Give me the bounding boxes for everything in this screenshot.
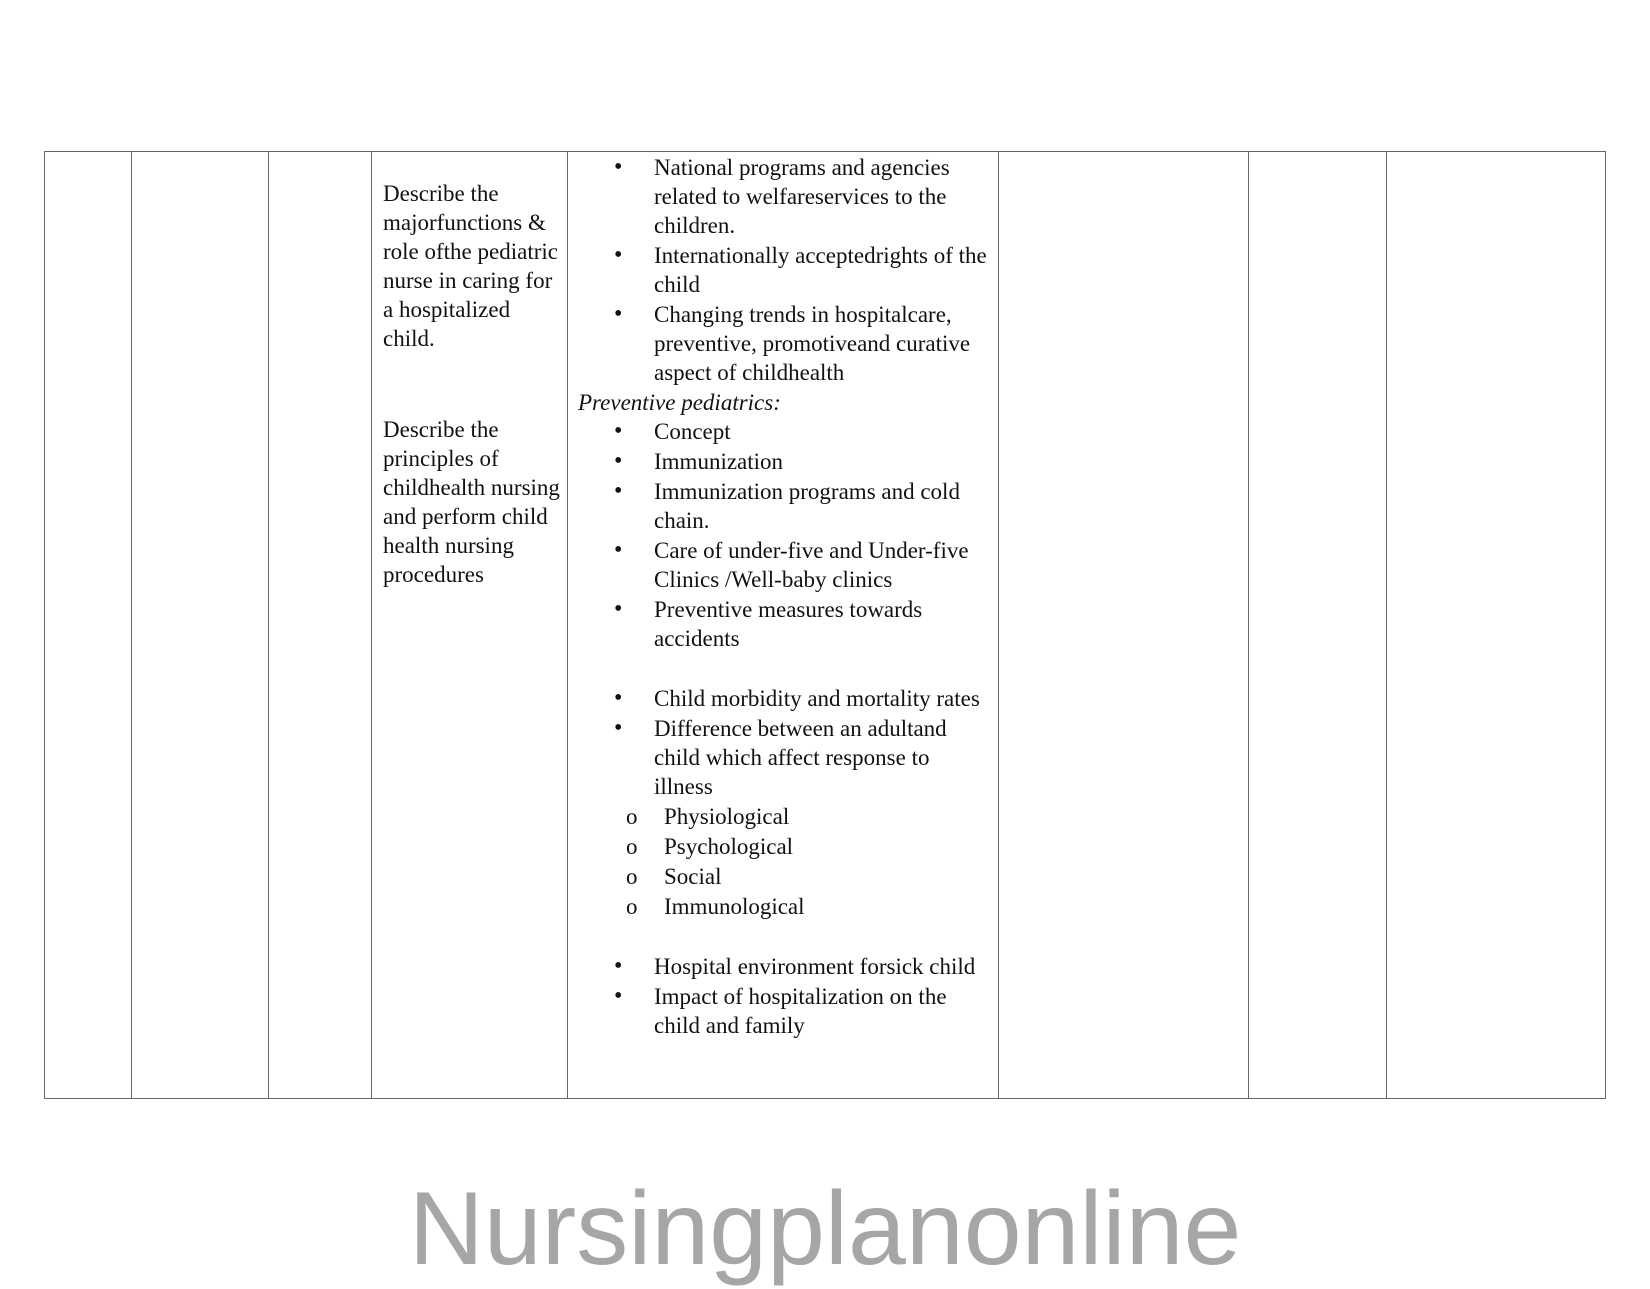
column-divider bbox=[268, 152, 269, 1098]
list-item: • Changing trends in hospitalcare, preventive, promotiveand curative aspect of childhealth bbox=[576, 300, 988, 387]
content-cell bbox=[576, 153, 988, 1041]
objective: Describe the principles of childhealth nursing and perform child health nursing procedures bbox=[383, 417, 560, 587]
column-divider bbox=[371, 152, 372, 1098]
list-item: • Immunization programs and cold chain. bbox=[576, 477, 988, 535]
column-divider bbox=[1248, 152, 1249, 1098]
column-divider bbox=[567, 152, 568, 1098]
list-item: • Impact of hospitalization on the child and family bbox=[576, 982, 988, 1040]
list-item: • Preventive measures towards accidents bbox=[576, 595, 988, 653]
section-heading: Preventive pediatrics: bbox=[578, 390, 781, 415]
sub-list-item: o Psychological bbox=[576, 832, 988, 861]
column-divider bbox=[1386, 152, 1387, 1098]
list-item: • Child morbidity and mortality rates bbox=[576, 684, 988, 713]
watermark: Nursingplanonline bbox=[408, 1171, 1242, 1287]
objective: Describe the majorfunctions & role ofthe pediatric nurse in caring for a hospitalized child. bbox=[383, 181, 558, 351]
column-divider bbox=[998, 152, 999, 1098]
column-divider bbox=[131, 152, 132, 1098]
list-item: • Hospital environment forsick child bbox=[576, 952, 988, 981]
sub-list-item: o Social bbox=[576, 862, 988, 891]
sub-list-item: o Immunological bbox=[576, 892, 988, 921]
objectives-cell bbox=[383, 179, 563, 651]
list-item: • Concept bbox=[576, 417, 988, 446]
list-item: • Care of under-five and Under-five Clinics /Well-baby clinics bbox=[576, 536, 988, 594]
list-item: • National programs and agencies related to welfareservices to the children. bbox=[576, 153, 988, 240]
sub-list-item: o Physiological bbox=[576, 802, 988, 831]
list-item: • Difference between an adultand child which affect response to illness bbox=[576, 714, 988, 801]
list-item: • Internationally acceptedrights of the child bbox=[576, 241, 988, 299]
list-item: • Immunization bbox=[576, 447, 988, 476]
